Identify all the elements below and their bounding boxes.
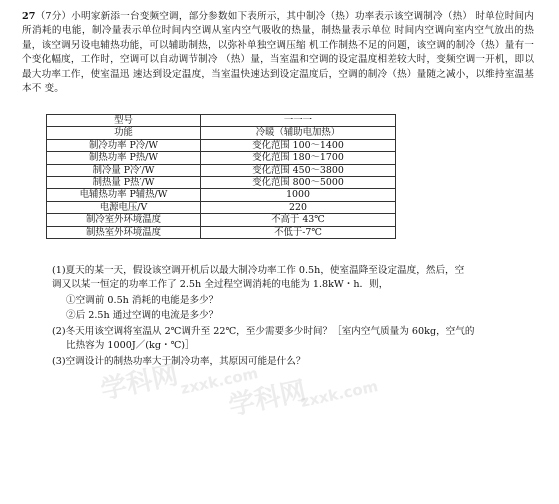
spec-value: 变化范围 180～1700	[201, 152, 396, 164]
spec-label: 制热功率 P热/W	[47, 152, 201, 164]
table-row	[47, 214, 396, 226]
watermark-url: zxxk.com	[178, 364, 260, 398]
spec-value: 220	[201, 201, 396, 213]
spec-label: 制热量 P热′/W	[47, 177, 201, 189]
subquestion-2-line-1: (2)冬天用该空调将室温从 2℃调升至 22℃，至少需要多少时间？［室内空气质量为 60kg，空气的	[52, 326, 475, 337]
spec-value: 不高于 43℃	[201, 214, 396, 226]
subquestion-1b: ②后 2.5h 通过空调的电流是多少？	[66, 310, 219, 321]
question-intro	[22, 10, 534, 96]
table-row	[47, 152, 396, 164]
table-row	[47, 115, 396, 127]
intro-line-6: 速达到设定温度，当室温快速达到设定温度后，空调的制冷（热）量随之减小，以维持室温基本不	[22, 68, 534, 95]
subquestion-2	[52, 325, 542, 353]
table-row	[47, 139, 396, 151]
spec-label: 制冷量 P冷′/W	[47, 164, 201, 176]
table-row	[47, 226, 396, 238]
table-row	[47, 164, 396, 176]
spec-value: 1000	[201, 189, 396, 201]
spec-label: 电源电压/V	[47, 201, 201, 213]
watermark-logo: 学科网	[98, 360, 181, 406]
spec-label: 制冷室外环境温度	[47, 214, 201, 226]
spec-value: 变化范围 800～5000	[201, 177, 396, 189]
subquestion-1-line-2: 调又以某一恒定的功率工作了 2.5h 全过程空调消耗的电能为 1.8kW・h．则，	[52, 279, 389, 290]
intro-line-2: 时单位时间内所消耗的电能，制冷量表示单位时间内空调从室内空气吸收的热量，制热量表示单位	[22, 11, 534, 37]
spec-label: 电辅热功率 P辅热/W	[47, 189, 201, 201]
intro-line-7: 变。	[44, 83, 64, 95]
spec-label: 功能	[47, 127, 201, 139]
intro-line-3: 时间内空调向室内空气放出的热量，该空调另设电辅热功能，可以辅助制热，以弥补单独空调压缩	[22, 25, 534, 51]
question-score: （7分）	[35, 11, 72, 22]
subquestion-2-line-2: 比热容为 1000J／(kg・℃)］	[66, 340, 195, 351]
intro-line-1: 小明家新添一台变频空调，部分参数如下表所示，其中制冷（热）功率表示该空调制冷（热）	[71, 11, 473, 22]
question-number: 27	[22, 11, 36, 22]
spec-label: 制热室外环境温度	[47, 226, 201, 238]
table-row	[47, 189, 396, 201]
spec-table	[46, 114, 396, 239]
intro-line-4: 机工作制热不足的问题，该空调的制冷（热）量有一个变化幅度，工作时，空调可以自动调节制冷	[22, 39, 534, 66]
subquestion-1a: ①空调前 0.5h 消耗的电能是多少？	[66, 295, 219, 306]
subquestion-1	[52, 264, 542, 292]
intro-line-5: （热）量，当室温和空调的设定温度相差较大时，变频空调一开机，即以最大功率工作，使室温迅	[22, 54, 535, 80]
spec-value: 冷暖（辅助电加热）	[201, 127, 396, 139]
spec-value: 一一一	[201, 115, 396, 127]
table-row	[47, 127, 396, 139]
spec-value: 变化范围 450～3800	[201, 164, 396, 176]
watermark-logo-2: 学科网	[226, 376, 309, 422]
spec-label: 型号	[47, 115, 201, 127]
watermark-url-2: zxxk.com	[298, 377, 380, 411]
table-row	[47, 201, 396, 213]
spec-label: 制冷功率 P冷/W	[47, 139, 201, 151]
subquestion-3: (3)空调设计的制热功率大于制冷功率，其原因可能是什么？	[52, 356, 306, 367]
spec-value: 变化范围 100～1400	[201, 139, 396, 151]
table-row	[47, 177, 396, 189]
spec-value: 不低于-7℃	[201, 226, 396, 238]
subquestion-1-line-1: (1)夏天的某一天，假设该空调开机后以最大制冷功率工作 0.5h，使室温降至设定温度，然后，空	[52, 265, 465, 276]
